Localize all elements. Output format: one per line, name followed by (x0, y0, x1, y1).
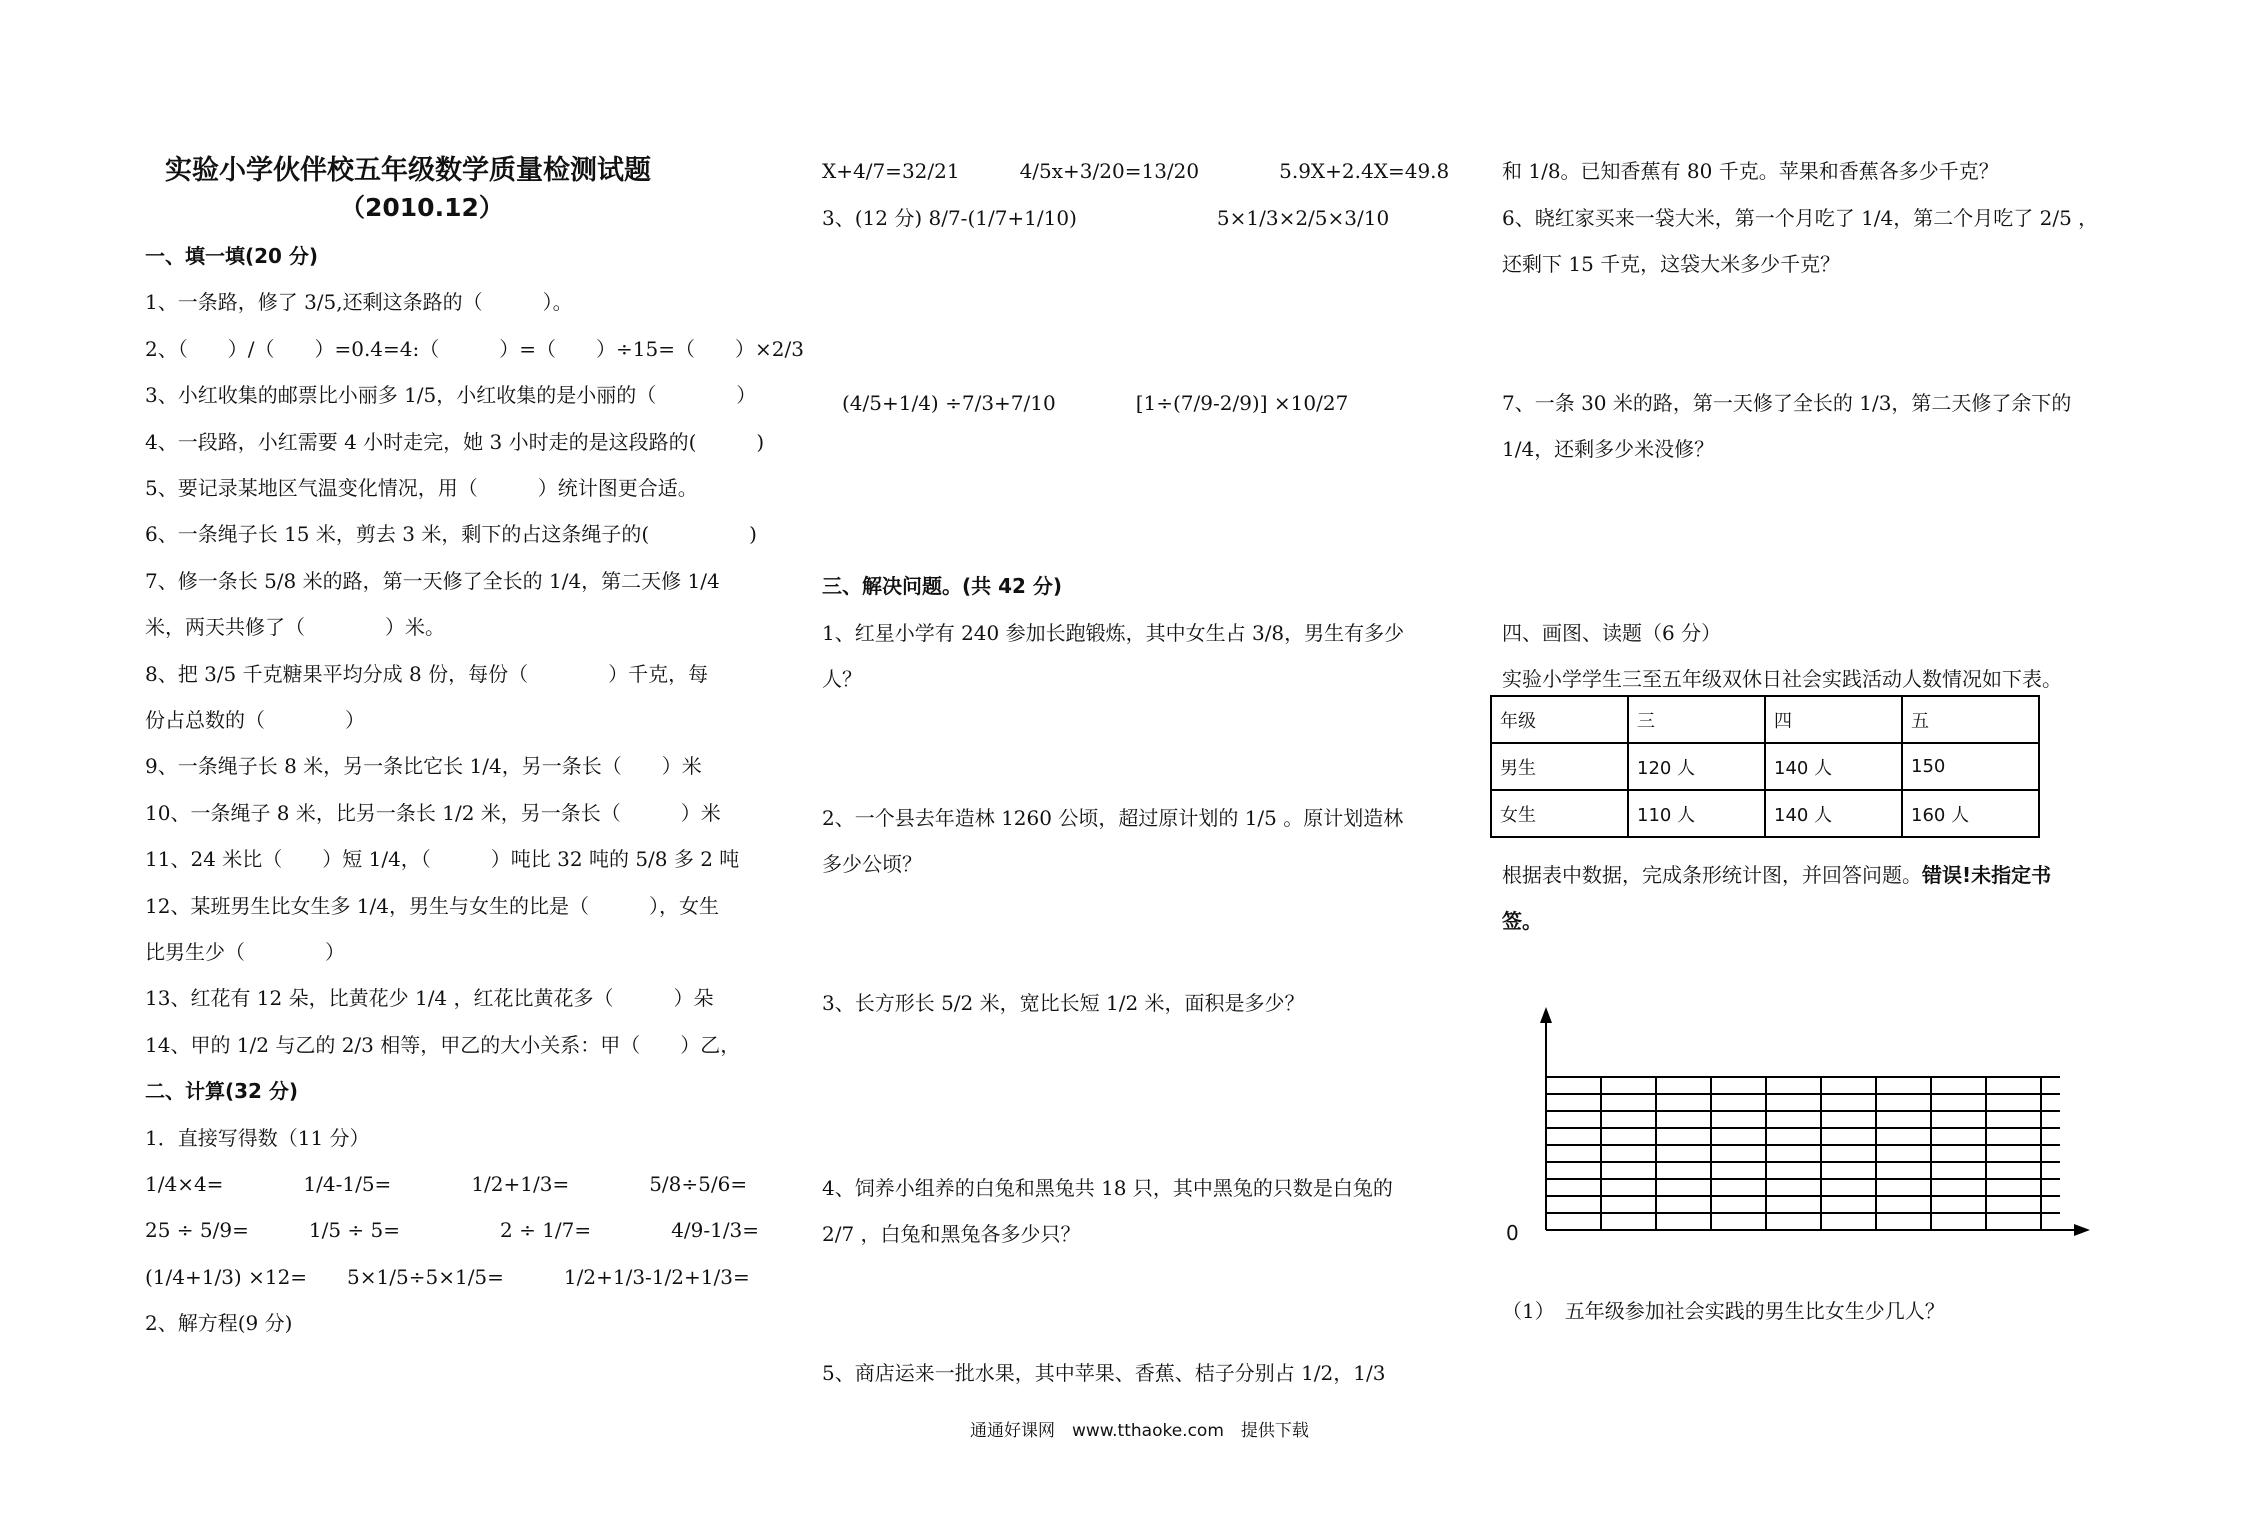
page-subtitle: （2010.12） (340, 193, 504, 222)
instruction-text-cont: 签。 (1502, 909, 1542, 933)
text-line: 米，两天共修了（ ）米。 (145, 615, 445, 640)
section-heading: 三、解决问题。(共 42 分) (822, 574, 1063, 598)
text-line: 1．直接写得数（11 分） (145, 1125, 370, 1150)
instruction-main: 根据表中数据，完成条形统计图，并回答问题。 (1502, 863, 1922, 887)
text-line: 1/4×4= 1/4-1/5= 1/2+1/3= 5/8÷5/6= (145, 1172, 748, 1196)
text-line: 2、（ ）/（ ）=0.4=4:（ ）=（ ）÷15=（ ）×2/3 (145, 336, 804, 361)
text-line: 6、一条绳子长 15 米，剪去 3 米，剩下的占这条绳子的( ) (145, 522, 757, 547)
table-cell: 140 人 (1765, 790, 1902, 837)
page-title: 实验小学伙伴校五年级数学质量检测试题 (165, 155, 651, 186)
table-cell: 四 (1765, 696, 1902, 743)
text-line: 比男生少（ ） (145, 940, 345, 964)
text-line: 4、一段路，小红需要 4 小时走完，她 3 小时走的是这段路的( ) (145, 429, 765, 454)
text-line: 8、把 3/5 千克糖果平均分成 8 份，每份（ ）千克，每 (145, 661, 709, 686)
table-cell: 三 (1628, 696, 1765, 743)
table-cell: 140 人 (1765, 743, 1902, 790)
error-text: 错误!未指定书 (1922, 863, 2052, 887)
text-line: 还剩下 15 千克，这袋大米多少千克？ (1502, 252, 1841, 276)
text-line: (4/5+1/4) ÷7/3+7/10 [1÷(7/9-2/9)] ×10/27 (822, 391, 1349, 415)
text-line: 和 1/8。已知香蕉有 80 千克。苹果和香蕉各多少千克？ (1502, 159, 1999, 183)
footer-text: 通通好课网 www.tthaoke.com 提供下载 (970, 1421, 1309, 1441)
text-line: 9、一条绳子长 8 米，另一条比它长 1/4，另一条长（ ）米 (145, 754, 702, 779)
bar-chart-grid (1490, 1005, 2110, 1245)
table-header-row (1491, 696, 2039, 743)
text-line: (1/4+1/3) ×12= 5×1/5÷5×1/5= 1/2+1/3-1/2+1/3= (145, 1264, 750, 1289)
text-line: 14、甲的 1/2 与乙的 2/3 相等，甲乙的大小关系：甲（ ）乙， (145, 1032, 741, 1057)
text-line: 11、24 米比（ ）短 1/4，（ ）吨比 32 吨的 5/8 多 2 吨 (145, 847, 740, 872)
text-line: 10、一条绳子 8 米，比另一条长 1/2 米，另一条长（ ）米 (145, 800, 721, 825)
text-line: 7、一条 30 米的路，第一天修了全长的 1/3，第二天修了余下的 (1502, 391, 2072, 415)
text-line: X+4/7=32/21 4/5x+3/20=13/20 5.9X+2.4X=49.8 (822, 159, 1450, 183)
text-line: 4、饲养小组养的白兔和黑兔共 18 只，其中黑兔的只数是白兔的 (822, 1176, 1393, 1200)
table-cell: 150 (1902, 743, 2039, 790)
text-line: 2、解方程(9 分) (145, 1311, 293, 1336)
text-line: 6、晓红家买来一袋大米，第一个月吃了 1/4，第二个月吃了 2/5 ， (1502, 206, 2099, 230)
table-cell: 男生 (1491, 743, 1628, 790)
text-line: 3、小红收集的邮票比小丽多 1/5，小红收集的是小丽的（ ） (145, 383, 757, 408)
text-line: 1、一条路，修了 3/5,还剩这条路的（ ）。 (145, 290, 573, 315)
text-line: 7、修一条长 5/8 米的路，第一天修了全长的 1/4，第二天修 1/4 (145, 568, 720, 593)
table-cell: 160 人 (1902, 790, 2039, 837)
table-cell: 五 (1902, 696, 2039, 743)
text-line: 多少公顷？ (822, 852, 922, 876)
text-line: 13、红花有 12 朵，比黄花少 1/4 ，红花比黄花多（ ）朵 (145, 986, 714, 1011)
text-line: 3、(12 分) 8/7-(1/7+1/10) 5×1/3×2/5×3/10 (822, 206, 1390, 230)
text-line: 1、红星小学有 240 参加长跑锻炼，其中女生占 3/8，男生有多少 (822, 621, 1405, 645)
text-line: 人？ (822, 667, 862, 691)
text-line: 3、长方形长 5/2 米，宽比长短 1/2 米，面积是多少？ (822, 991, 1305, 1015)
axis-zero-label: 0 (1506, 1221, 1519, 1245)
x-axis-arrow (2074, 1224, 2090, 1236)
grid-lines (1546, 1077, 2060, 1230)
section-heading: 一、填一填(20 分) (145, 244, 319, 268)
table-cell: 女生 (1491, 790, 1628, 837)
question-1: （1） 五年级参加社会实践的男生比女生少几人？ (1502, 1299, 1945, 1323)
text-line: 25 ÷ 5/9= 1/5 ÷ 5= 2 ÷ 1/7= 4/9-1/3= (145, 1218, 760, 1243)
text-line: 2、一个县去年造林 1260 公顷，超过原计划的 1/5 。原计划造林 (822, 806, 1404, 830)
table-cell: 120 人 (1628, 743, 1765, 790)
text-line: 实验小学学生三至五年级双休日社会实践活动人数情况如下表。 (1502, 667, 2062, 691)
text-line: 5、商店运来一批水果，其中苹果、香蕉、桔子分别占 1/2，1/3 (822, 1361, 1386, 1385)
text-line: 2/7 ，白兔和黑兔各多少只？ (822, 1222, 1081, 1246)
text-line: 四、画图、读题（6 分） (1502, 621, 1722, 645)
text-line: 12、某班男生比女生多 1/4，男生与女生的比是（ ），女生 (145, 893, 719, 918)
table-row (1491, 790, 2039, 837)
activity-table (1490, 695, 2040, 838)
text-line: 5、要记录某地区气温变化情况，用（ ）统计图更合适。 (145, 476, 698, 500)
table-row (1491, 743, 2039, 790)
table-cell: 年级 (1491, 696, 1628, 743)
text-line: 1/4，还剩多少米没修？ (1502, 437, 1715, 461)
section-heading: 二、计算(32 分) (145, 1079, 299, 1104)
table-cell: 110 人 (1628, 790, 1765, 837)
instruction-text (1502, 862, 2051, 888)
y-axis-arrow (1540, 1007, 1552, 1023)
text-line: 份占总数的（ ） (145, 708, 365, 732)
